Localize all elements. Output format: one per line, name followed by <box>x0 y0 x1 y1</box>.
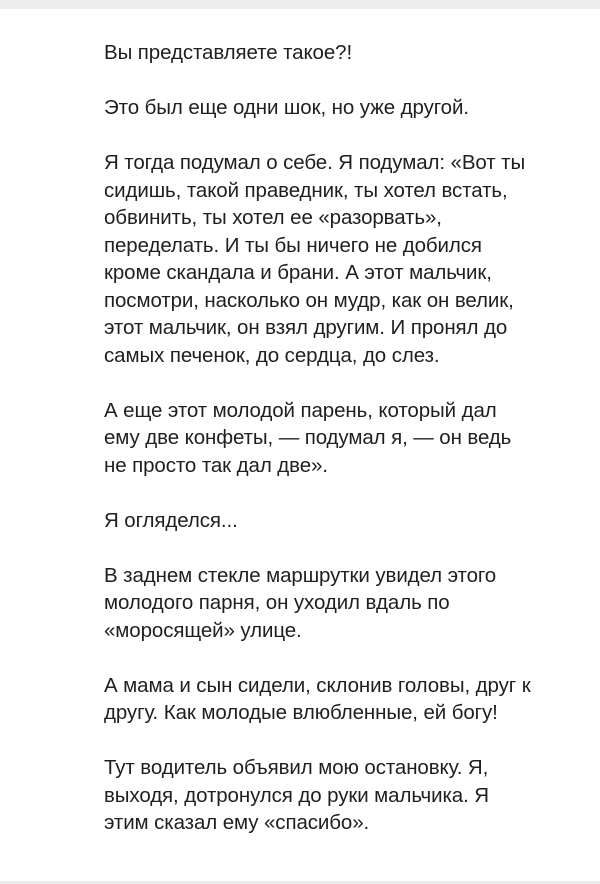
paragraph: А мама и сын сидели, склонив головы, друг к другу. Как молодые влюбленные, ей богу! <box>104 673 531 724</box>
article-body <box>104 39 534 864</box>
paragraph: Тут водитель объявил мою остановку. Я, выходя, дотронулся до руки мальчика. Я этим сказал ему «спасибо». <box>104 756 489 834</box>
paragraph: Я тогда подумал о себе. Я подумал: «Вот ты сидишь, такой праведник, ты хотел встать, обвинить, ты хотел ее «разорвать», переделать. И ты бы ничего не добился кроме скандала и брани. А этот мальчик, посмотри, насколько он мудр, как он велик, этот мальчик, он взял другим. И пронял до самых печенок, до сердца, до слез. <box>104 151 526 367</box>
paragraph: Я огляделся... <box>104 508 238 532</box>
paragraph: Вы представляете такое?! <box>104 41 353 64</box>
paragraph: А еще этот молодой парень, который дал ему две конфеты, — подумал я, — он ведь не просто так дал две». <box>104 398 512 477</box>
paragraph: Это был еще одни шок, но уже другой. <box>104 96 469 119</box>
paragraph: В заднем стекле маршрутки увидел этого молодого парня, он уходил вдаль по «моросящей» улице. <box>104 563 497 642</box>
